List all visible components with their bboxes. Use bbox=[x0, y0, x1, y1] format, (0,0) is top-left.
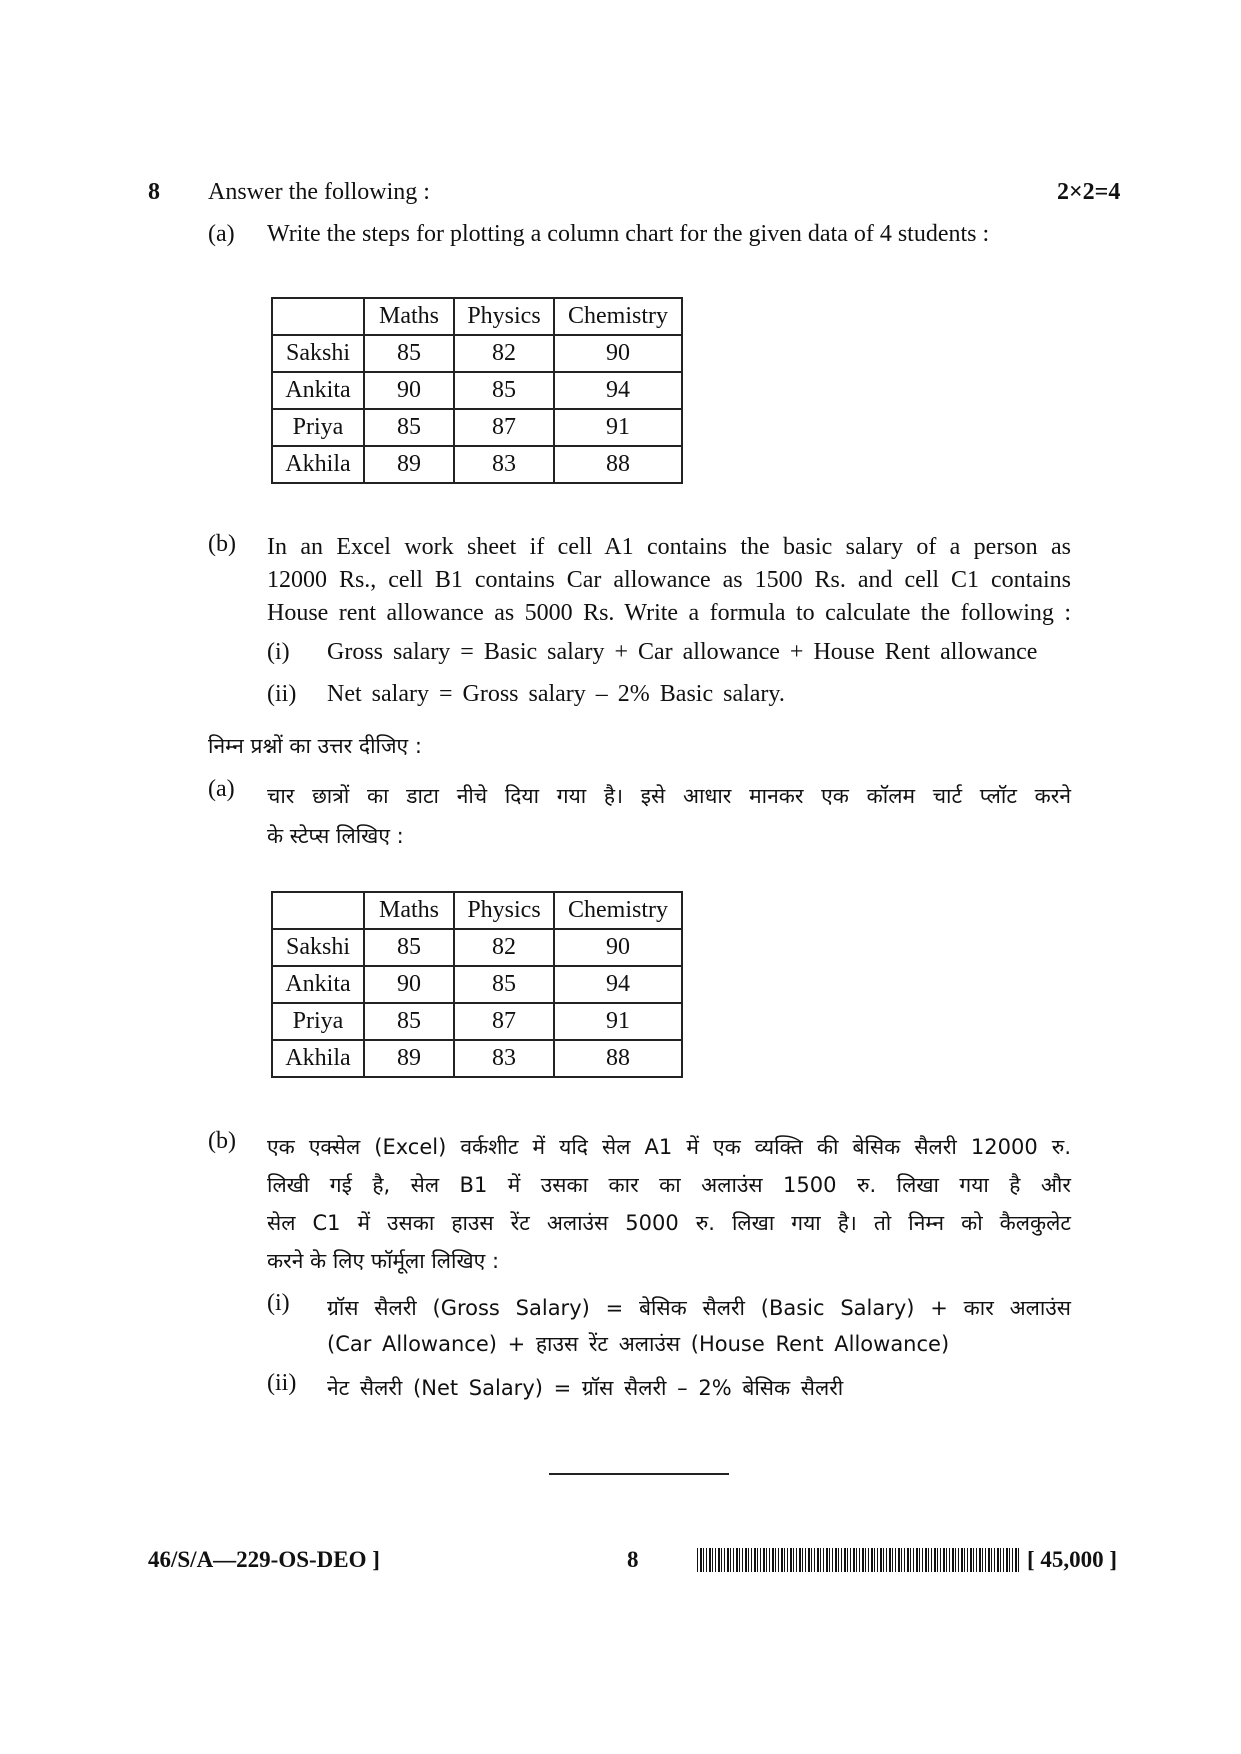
table-cell: Priya bbox=[272, 409, 364, 446]
table-cell: 94 bbox=[554, 372, 682, 409]
table-cell: 87 bbox=[454, 1003, 554, 1040]
table-header-cell: Chemistry bbox=[554, 892, 682, 929]
table-header-row bbox=[272, 892, 682, 929]
table-row bbox=[272, 446, 682, 483]
table-cell: 88 bbox=[554, 1040, 682, 1077]
part-b-line: In an Excel work sheet if cell A1 contains the basic salary of a person as bbox=[267, 534, 1071, 560]
table-cell: 89 bbox=[364, 1040, 454, 1077]
table-cell: 90 bbox=[364, 966, 454, 1003]
part-b-paragraph bbox=[267, 531, 1071, 630]
part-b-item-text: Gross salary = Basic salary + Car allowance + House Rent allowance bbox=[327, 639, 1038, 665]
end-divider bbox=[549, 1473, 729, 1475]
marks-table-english bbox=[271, 297, 683, 484]
table-cell: 82 bbox=[454, 335, 554, 372]
hindi-part-b-line: करने के लिए फॉर्मूला लिखिए : bbox=[267, 1249, 500, 1273]
hindi-heading: निम्न प्रश्नों का उत्तर दीजिए : bbox=[208, 734, 422, 758]
table-cell: 85 bbox=[364, 409, 454, 446]
question-number: 8 bbox=[148, 179, 160, 205]
table-header-cell bbox=[272, 298, 364, 335]
table-cell: 85 bbox=[454, 372, 554, 409]
table-cell: Akhila bbox=[272, 1040, 364, 1077]
part-b-item-label: (i) bbox=[267, 639, 290, 665]
table-cell: 89 bbox=[364, 446, 454, 483]
table-cell: Sakshi bbox=[272, 929, 364, 966]
table-cell: Priya bbox=[272, 1003, 364, 1040]
table-header-cell: Chemistry bbox=[554, 298, 682, 335]
part-b-line: 12000 Rs., cell B1 contains Car allowance as 1500 Rs. and cell C1 contains bbox=[267, 567, 1071, 593]
table-header-cell bbox=[272, 892, 364, 929]
part-b-label: (b) bbox=[208, 531, 236, 557]
question-marks: 2×2=4 bbox=[1057, 179, 1121, 205]
table-cell: 83 bbox=[454, 446, 554, 483]
table-header-cell: Maths bbox=[364, 298, 454, 335]
hindi-part-b-line: एक एक्सेल (Excel) वर्कशीट में यदि सेल A1 में एक व्यक्ति की बेसिक सैलरी 12000 रु. bbox=[267, 1135, 1071, 1159]
table-cell: 87 bbox=[454, 409, 554, 446]
hindi-item-text bbox=[327, 1290, 1071, 1362]
part-b-item-label: (ii) bbox=[267, 681, 297, 707]
footer-page-number: 8 bbox=[627, 1547, 639, 1572]
hindi-item-text bbox=[327, 1370, 843, 1406]
part-b-line: House rent allowance as 5000 Rs. Write a formula to calculate the following : bbox=[267, 600, 1071, 626]
table-row bbox=[272, 1040, 682, 1077]
table-cell: 85 bbox=[364, 335, 454, 372]
hindi-part-b-line: सेल C1 में उसका हाउस रेंट अलाउंस 5000 रु. लिखा गया है। तो निम्न को कैलकुलेट bbox=[267, 1211, 1071, 1235]
hindi-item-line: नेट सैलरी (Net Salary) = ग्रॉस सैलरी – 2% बेसिक सैलरी bbox=[327, 1376, 844, 1400]
hindi-part-a-paragraph bbox=[267, 776, 1071, 856]
hindi-item-line: (Car Allowance) + हाउस रेंट अलाउंस (House Rent Allowance) bbox=[327, 1332, 950, 1356]
table-row bbox=[272, 409, 682, 446]
table-cell: Sakshi bbox=[272, 335, 364, 372]
table-cell: 91 bbox=[554, 409, 682, 446]
hindi-part-b-line: लिखी गई है, सेल B1 में उसका कार का अलाउंस 1500 रु. लिखा गया है और bbox=[267, 1173, 1071, 1197]
table-cell: 82 bbox=[454, 929, 554, 966]
table-cell: 94 bbox=[554, 966, 682, 1003]
table-cell: Ankita bbox=[272, 966, 364, 1003]
footer-copies: [ 45,000 ] bbox=[1027, 1547, 1118, 1572]
hindi-item-line: ग्रॉस सैलरी (Gross Salary) = बेसिक सैलरी (Basic Salary) + कार अलाउंस bbox=[327, 1296, 1071, 1320]
table-cell: Ankita bbox=[272, 372, 364, 409]
table-row bbox=[272, 1003, 682, 1040]
part-a-label: (a) bbox=[208, 221, 235, 247]
table-header-cell: Physics bbox=[454, 298, 554, 335]
table-row bbox=[272, 966, 682, 1003]
part-b-item-text: Net salary = Gross salary – 2% Basic salary. bbox=[327, 681, 785, 707]
table-header-cell: Physics bbox=[454, 892, 554, 929]
table-cell: 88 bbox=[554, 446, 682, 483]
table-row bbox=[272, 335, 682, 372]
hindi-item-label: (i) bbox=[267, 1290, 290, 1316]
table-header-row bbox=[272, 298, 682, 335]
hindi-part-a-line: चार छात्रों का डाटा नीचे दिया गया है। इसे आधार मानकर एक कॉलम चार्ट प्लॉट करने bbox=[267, 784, 1071, 808]
hindi-part-b-label: (b) bbox=[208, 1128, 236, 1154]
hindi-part-b-paragraph bbox=[267, 1128, 1071, 1280]
table-cell: 85 bbox=[364, 1003, 454, 1040]
hindi-item-label: (ii) bbox=[267, 1370, 297, 1396]
footer-paper-code: 46/S/A—229-OS-DEO ] bbox=[148, 1547, 380, 1572]
hindi-part-a-line: के स्टेप्स लिखिए : bbox=[267, 824, 404, 848]
table-cell: 90 bbox=[364, 372, 454, 409]
part-a-text: Write the steps for plotting a column chart for the given data of 4 students : bbox=[267, 221, 990, 247]
table-cell: 91 bbox=[554, 1003, 682, 1040]
table-cell: 83 bbox=[454, 1040, 554, 1077]
table-cell: 85 bbox=[364, 929, 454, 966]
marks-table-hindi bbox=[271, 891, 683, 1078]
table-cell: 85 bbox=[454, 966, 554, 1003]
table-cell: 90 bbox=[554, 929, 682, 966]
table-header-cell: Maths bbox=[364, 892, 454, 929]
hindi-part-a-label: (a) bbox=[208, 776, 235, 802]
barcode-icon bbox=[697, 1548, 1019, 1572]
question-heading: Answer the following : bbox=[208, 179, 430, 205]
table-row bbox=[272, 372, 682, 409]
table-row bbox=[272, 929, 682, 966]
table-cell: Akhila bbox=[272, 446, 364, 483]
table-cell: 90 bbox=[554, 335, 682, 372]
